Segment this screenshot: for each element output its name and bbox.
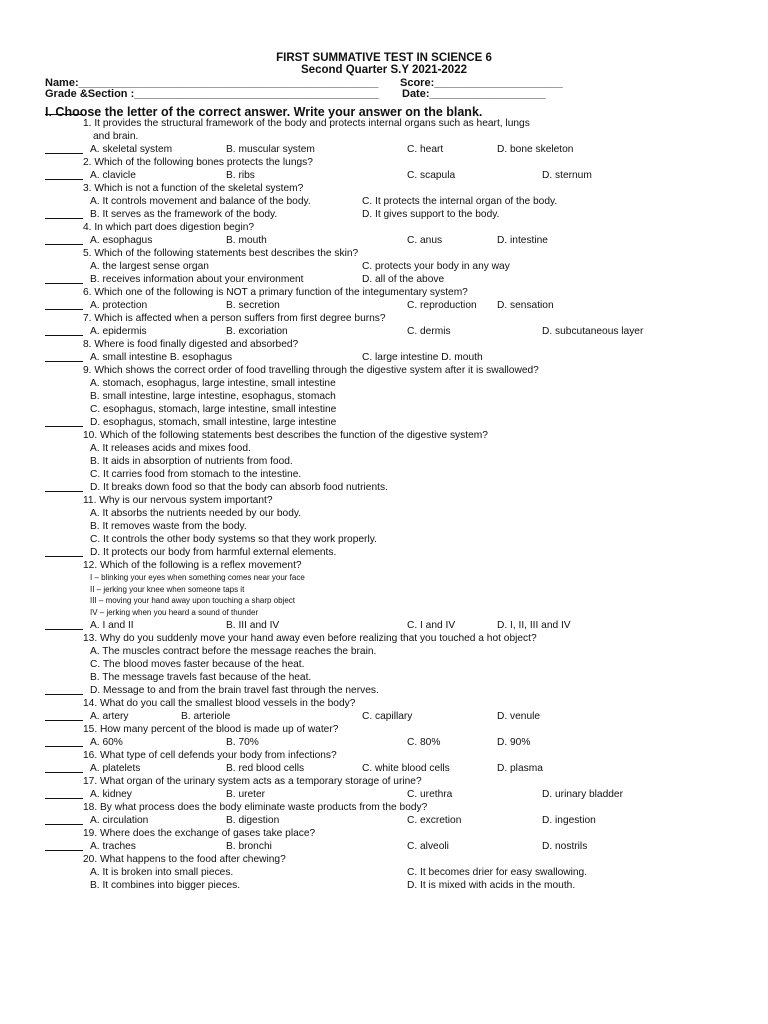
option-d: D. urinary bladder	[542, 788, 623, 800]
question-18	[0, 801, 768, 827]
question-stem-row	[0, 312, 768, 325]
option-d: D. nostrils	[542, 840, 588, 852]
statement-text: II – jerking your knee when someone taps it	[90, 584, 245, 594]
question-4	[0, 221, 768, 247]
statement-text: I – blinking your eyes when something comes near your face	[90, 573, 305, 582]
question-stem-row	[0, 775, 768, 788]
question-14	[0, 697, 768, 723]
option-c: B. receives information about your environment	[90, 274, 304, 285]
option-d: D. It breaks down food so that the body can absorb food nutrients.	[90, 482, 388, 493]
question-stem-row	[0, 801, 768, 814]
option-b: B. muscular system	[226, 144, 315, 155]
question-2	[0, 156, 768, 182]
option-d: D. It protects our body from harmful external elements.	[90, 547, 337, 558]
question-20	[0, 853, 768, 892]
option-a: A. It is broken into small pieces.	[90, 866, 234, 878]
option-b: C. protects your body in any way	[362, 261, 510, 272]
option-b: B. arteriole	[181, 710, 231, 722]
question-stem-row	[0, 156, 768, 169]
option-a: A. artery	[90, 710, 129, 722]
options-row	[0, 143, 768, 156]
options-row	[0, 299, 768, 312]
options-row	[0, 619, 768, 632]
options-row	[0, 273, 768, 286]
option-c: C. urethra	[407, 788, 453, 800]
question-12	[0, 559, 768, 632]
question-stem: 10. Which of the following statements best describes the function of the digestive system?	[83, 430, 488, 441]
option-d: D. esophagus, stomach, small intestine, large intestine	[90, 417, 337, 428]
options-row	[0, 533, 768, 546]
option-c: B. The message travels fast because of the heat.	[90, 671, 312, 683]
options-row	[0, 390, 768, 403]
question-stem-row	[0, 494, 768, 507]
instruction-text: I. Choose the letter of the correct answer. Write your answer on the blank.	[45, 105, 483, 119]
option-d: D. ingestion	[542, 814, 596, 826]
options-row	[0, 684, 768, 697]
option-d: D. 90%	[497, 736, 531, 748]
option-b: B. 70%	[226, 736, 259, 748]
options-row	[0, 840, 768, 853]
question-9	[0, 364, 768, 429]
option-a: A. kidney	[90, 788, 132, 800]
option-b: B. small intestine, large intestine, esophagus, stomach	[90, 391, 336, 402]
question-stem: 16. What type of cell defends your body from infections?	[83, 749, 337, 761]
options-row	[0, 507, 768, 520]
options-row	[0, 481, 768, 494]
options-row	[0, 442, 768, 455]
options-row	[0, 325, 768, 338]
option-c: C. esophagus, stomach, large intestine, small intestine	[90, 404, 337, 415]
option-d: D. intestine	[497, 235, 548, 246]
option-a: A. circulation	[90, 814, 149, 826]
options-row	[0, 468, 768, 481]
option-a: A. protection	[90, 300, 148, 311]
question-stem: 15. How many percent of the blood is made up of water?	[83, 723, 339, 735]
options-row	[0, 208, 768, 221]
option-b: C. It protects the internal organ of the body.	[362, 196, 558, 207]
options-row	[0, 736, 768, 749]
question-stem-row	[0, 221, 768, 234]
options-row	[0, 710, 768, 723]
option-a: A. stomach, esophagus, large intestine, small intestine	[90, 378, 336, 389]
statement-row	[0, 595, 768, 607]
option-c: C. anus	[407, 235, 443, 246]
score-field[interactable]: Score:_____________________	[400, 77, 563, 89]
question-stem: 11. Why is our nervous system important?	[83, 495, 273, 506]
option-c: C. white blood cells	[362, 762, 450, 774]
question-15	[0, 723, 768, 749]
question-16	[0, 749, 768, 775]
question-stem: 20. What happens to the food after chewing?	[83, 853, 286, 865]
question-stem: 1. It provides the structural framework of the body and protects internal organs such as heart, lungs	[83, 118, 530, 129]
option-b: B. mouth	[226, 235, 267, 246]
options-row	[0, 671, 768, 684]
options-row	[0, 658, 768, 671]
question-17	[0, 775, 768, 801]
option-d: D. It is mixed with acids in the mouth.	[407, 879, 576, 891]
options-row	[0, 866, 768, 879]
question-stem: 18. By what process does the body eliminate waste products from the body?	[83, 801, 428, 813]
question-list	[0, 117, 768, 892]
question-1	[0, 117, 768, 156]
question-stem-row	[0, 182, 768, 195]
option-a: A. traches	[90, 840, 136, 852]
option-d: D. It gives support to the body.	[362, 209, 500, 220]
option-c: C. 80%	[407, 736, 441, 748]
options-row	[0, 879, 768, 892]
option-b: C. It becomes drier for easy swallowing.	[407, 866, 588, 878]
options-row	[0, 762, 768, 775]
option-c: C. excretion	[407, 814, 462, 826]
option-b: B. It removes waste from the body.	[90, 521, 247, 532]
options-row	[0, 403, 768, 416]
option-d: D. sternum	[542, 170, 592, 181]
option-b: C. The blood moves faster because of the heat.	[90, 658, 305, 670]
option-c: C. alveoli	[407, 840, 449, 852]
option-a: A. The muscles contract before the message reaches the brain.	[90, 645, 377, 657]
question-stem: 19. Where does the exchange of gases take place?	[83, 827, 316, 839]
question-5	[0, 247, 768, 286]
option-c: C. It carries food from stomach to the intestine.	[90, 469, 302, 480]
option-c: C. heart	[407, 144, 444, 155]
question-stem-row	[0, 247, 768, 260]
option-b: B. excoriation	[226, 326, 288, 337]
option-a: A. the largest sense organ	[90, 261, 209, 272]
question-stem-row	[0, 749, 768, 762]
question-stem-row	[0, 429, 768, 442]
question-13	[0, 632, 768, 697]
question-stem: 5. Which of the following statements best describes the skin?	[83, 248, 359, 259]
option-c: C. scapula	[407, 170, 456, 181]
options-row	[0, 169, 768, 182]
question-3	[0, 182, 768, 221]
question-stem-row	[0, 338, 768, 351]
option-a: A. skeletal system	[90, 144, 173, 155]
options-row	[0, 546, 768, 559]
question-19	[0, 827, 768, 853]
option-a: A. 60%	[90, 736, 123, 748]
option-d: D. all of the above	[362, 274, 445, 285]
question-stem: 12. Which of the following is a reflex movement?	[83, 560, 302, 571]
question-stem: 13. Why do you suddenly move your hand away even before realizing that you touched a hot object?	[83, 632, 537, 644]
options-row	[0, 814, 768, 827]
option-c: B. It combines into bigger pieces.	[90, 879, 241, 891]
option-a: A. I and II	[90, 619, 134, 631]
statement-text: III – moving your hand away upon touching a sharp object	[90, 596, 296, 606]
options-row	[0, 234, 768, 247]
options-row	[0, 416, 768, 429]
date-field[interactable]: Date:___________________	[402, 88, 546, 100]
options-row	[0, 455, 768, 468]
question-stem-row	[0, 364, 768, 377]
option-b: B. ribs	[226, 170, 255, 181]
option-d: D. venule	[497, 710, 541, 722]
question-stem: 2. Which of the following bones protects the lungs?	[83, 157, 313, 168]
question-stem: 6. Which one of the following is NOT a primary function of the integumentary system?	[83, 287, 468, 298]
statement-row	[0, 572, 768, 584]
question-stem-row	[0, 632, 768, 645]
question-6	[0, 286, 768, 312]
option-d: D. I, II, III and IV	[497, 619, 571, 631]
question-stem-row	[0, 827, 768, 840]
options-row	[0, 377, 768, 390]
option-c: C. reproduction	[407, 300, 477, 311]
option-b: B. III and IV	[226, 619, 280, 631]
question-stem: 14. What do you call the smallest blood vessels in the body?	[83, 697, 356, 709]
question-stem-row	[0, 559, 768, 572]
grade-section-field[interactable]: Grade &Section :________________________________________	[45, 88, 379, 100]
question-11	[0, 494, 768, 559]
page-title: FIRST SUMMATIVE TEST IN SCIENCE 6	[276, 52, 492, 64]
option-a: A. It releases acids and mixes food.	[90, 443, 251, 454]
option-d: D. sensation	[497, 300, 554, 311]
option-a: A. platelets	[90, 762, 141, 774]
option-d: D. Message to and from the brain travel fast through the nerves.	[90, 684, 379, 696]
options-row	[0, 195, 768, 208]
options-row	[0, 520, 768, 533]
option-c: C. dermis	[407, 326, 451, 337]
option-b: C. large intestine D. mouth	[362, 352, 483, 363]
option-b: B. digestion	[226, 814, 280, 826]
question-stem-continuation: and brain.	[93, 131, 139, 142]
option-d: D. subcutaneous layer	[542, 326, 644, 337]
option-a: A. esophagus	[90, 235, 153, 246]
option-b: B. bronchi	[226, 840, 272, 852]
option-c: C. It controls the other body systems so that they work properly.	[90, 534, 377, 545]
option-b: B. ureter	[226, 788, 266, 800]
question-stem-row	[0, 697, 768, 710]
question-stem-row	[0, 853, 768, 866]
option-d: D. bone skeleton	[497, 144, 574, 155]
question-stem: 3. Which is not a function of the skeletal system?	[83, 183, 304, 194]
statement-row	[0, 584, 768, 596]
question-stem-row	[0, 286, 768, 299]
question-7	[0, 312, 768, 338]
question-8	[0, 338, 768, 364]
option-b: B. secretion	[226, 300, 280, 311]
option-c: B. It serves as the framework of the body.	[90, 209, 278, 220]
option-d: D. plasma	[497, 762, 543, 774]
options-row	[0, 260, 768, 273]
option-c: C. capillary	[362, 710, 413, 722]
option-b: B. red blood cells	[226, 762, 305, 774]
question-stem: 7. Which is affected when a person suffers from first degree burns?	[83, 313, 386, 324]
question-10	[0, 429, 768, 494]
options-row	[0, 645, 768, 658]
option-b: B. It aids in absorption of nutrients from food.	[90, 456, 293, 467]
question-stem: 4. In which part does digestion begin?	[83, 222, 255, 233]
option-a: A. It absorbs the nutrients needed by our body.	[90, 508, 302, 519]
option-a: A. clavicle	[90, 170, 136, 181]
statement-text: IV – jerking when you heard a sound of thunder	[90, 608, 259, 618]
options-row	[0, 351, 768, 364]
question-stem: 9. Which shows the correct order of food travelling through the digestive system after it is swallowed?	[83, 365, 539, 376]
statement-row	[0, 607, 768, 619]
option-a: A. epidermis	[90, 326, 147, 337]
question-stem: 8. Where is food finally digested and absorbed?	[83, 339, 299, 350]
options-row	[0, 788, 768, 801]
question-stem: 17. What organ of the urinary system acts as a temporary storage of urine?	[83, 775, 422, 787]
name-field[interactable]: Name:_________________________________________________	[45, 77, 379, 89]
question-stem-row	[0, 723, 768, 736]
question-stem-continuation-row	[0, 130, 768, 143]
option-c: C. I and IV	[407, 619, 456, 631]
question-stem-row	[0, 117, 768, 130]
page-subtitle: Second Quarter S.Y 2021-2022	[301, 64, 467, 76]
option-a: A. It controls movement and balance of the body.	[90, 196, 311, 207]
option-a: A. small intestine B. esophagus	[90, 352, 233, 363]
